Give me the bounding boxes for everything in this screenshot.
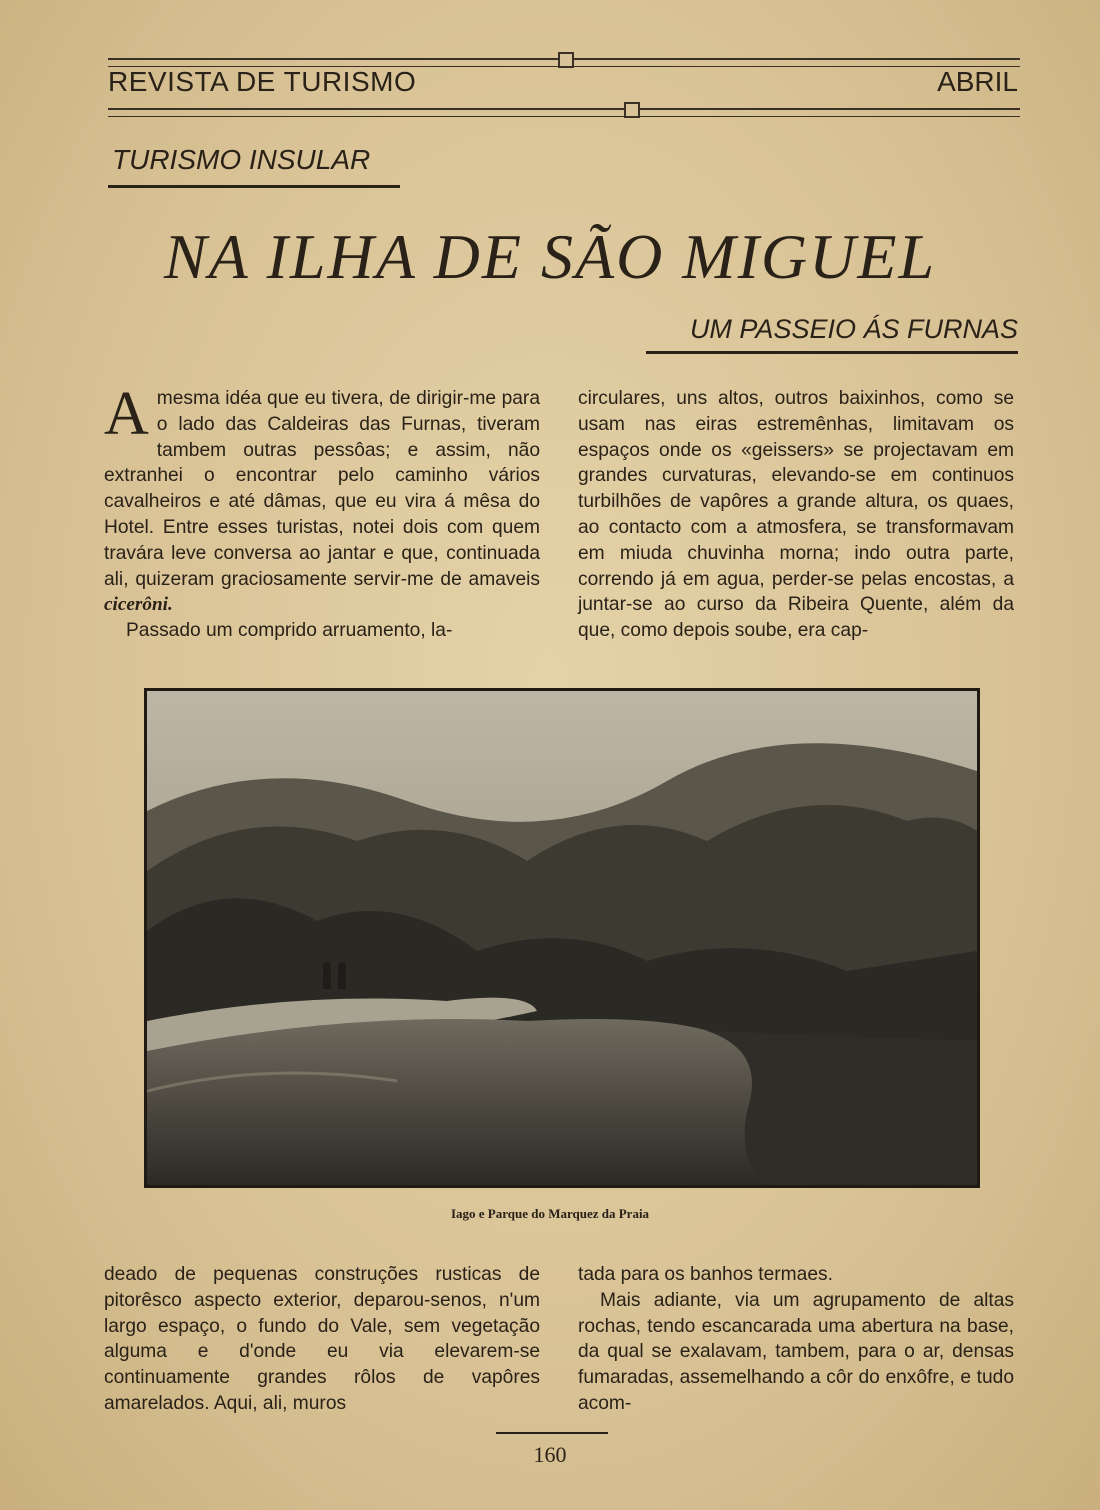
drop-cap: A	[104, 380, 149, 448]
paragraph: mesma idéa que eu tivera, de dirigir-me para o lado das Caldeiras das Furnas, tiveram tambem outras pessôas; e assim, não extranhei o encontrar pelo caminho vários cavalheiros e até dâmas, que eu vira á mêsa do Hotel. Entre esses turistas, notei dois com quem travára leve conversa ao jantar e que, continuada ali, quizeram graciosamente servir-me de amaveis	[104, 388, 540, 590]
subtitle-underline	[646, 351, 1018, 354]
photo-caption: Iago e Parque do Marquez da Praia	[450, 1206, 650, 1221]
column-3	[104, 1262, 540, 1417]
rule-ornament	[624, 102, 640, 118]
paragraph: tada para os banhos termaes.	[578, 1264, 833, 1285]
publication-name: REVISTA DE TURISMO	[108, 66, 417, 97]
article-subtitle: UM PASSEIO ÁS FURNAS	[689, 314, 1018, 344]
issue-month: ABRIL	[937, 66, 1018, 97]
section-heading: TURISMO INSULAR	[112, 144, 371, 175]
footer-rule	[496, 1432, 608, 1434]
paragraph: deado de pequenas construções rusticas de pitorêsco aspecto exterior, deparou-senos, n'um largo espaço, o fundo do Vale, sem vegetação alguma e d'onde eu via elevarem-se continuamente grandes rôlos de vapôres amarelados. Aqui, ali, muros	[104, 1264, 540, 1414]
rule-ornament	[558, 52, 574, 68]
emphasized-word: cicerôni.	[104, 594, 173, 616]
section-underline	[108, 185, 400, 188]
lake-photograph	[144, 688, 980, 1188]
paragraph: Mais adiante, via um agrupamento de altas rochas, tendo escancarada uma abertura na base, da qual se exalavam, tambem, para o ar, densas fumaradas, assemelhando a côr do enxôfre, e tudo acom-	[578, 1289, 1014, 1414]
page-number: 160	[533, 1442, 567, 1467]
article-title: NA ILHA DE SÃO MIGUEL	[163, 221, 937, 292]
paragraph: Passado um comprido arruamento, la-	[126, 620, 453, 642]
paragraph: circulares, uns altos, outros baixinhos, como se usam nas eiras estremênhas, limitavam os espaços onde os «geissers» se projectavam em grandes curvaturas, elevando-se em continuos turbilhões de vapôres a grande altura, os quaes, ao contacto com a atmosfera, se transformavam em miuda chuvinha morna; indo outra parte, correndo já em agua, perder-se pelas encostas, a juntar-se ao curso da Ribeira Quente, além da que, como depois soube, era cap-	[578, 388, 1014, 642]
masthead-rule	[108, 108, 1020, 117]
column-2	[578, 386, 1014, 644]
column-1	[104, 380, 540, 644]
column-4	[578, 1262, 1014, 1417]
photo-image	[147, 691, 977, 1185]
